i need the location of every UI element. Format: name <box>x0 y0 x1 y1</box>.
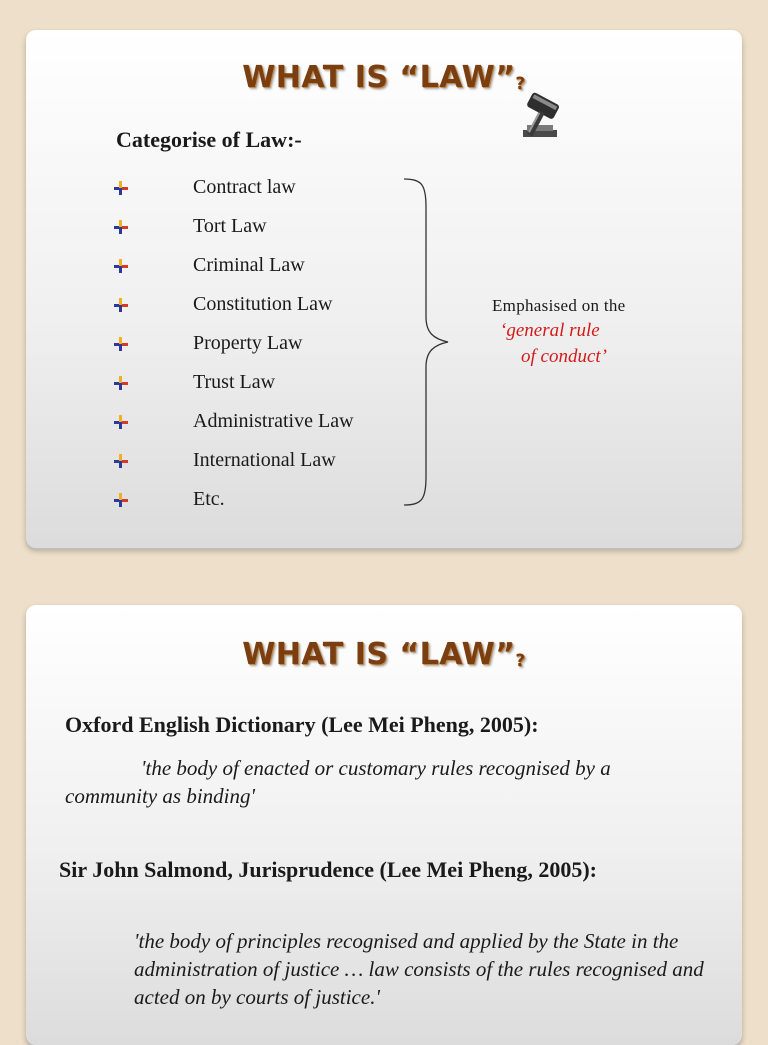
list-item <box>114 363 354 402</box>
slide-title-mark: ? <box>515 74 526 94</box>
bullet-icon <box>114 181 128 195</box>
bullet-icon <box>114 220 128 234</box>
emphasis-note <box>492 296 626 370</box>
list-item <box>114 402 354 441</box>
definition-quote-oxford: 'the body of enacted or customary rules recognised by a community as binding' <box>65 756 611 808</box>
bullet-icon <box>114 337 128 351</box>
list-item-label: Property Law <box>193 332 303 354</box>
gavel-icon <box>519 90 581 140</box>
section-heading: Categorise of Law:- <box>116 127 302 152</box>
list-item <box>114 480 354 519</box>
emphasis-quote-line2: of conduct’ <box>521 346 608 367</box>
slide-title-mark: ? <box>515 651 526 671</box>
list-item <box>114 246 354 285</box>
slide-law-definitions <box>26 605 742 1045</box>
emphasis-quote <box>492 318 626 370</box>
slide-title <box>26 637 742 672</box>
list-item-label: Tort Law <box>193 215 267 237</box>
slide-title <box>26 60 742 95</box>
slide-title-text: WHAT IS “LAW” <box>242 60 516 95</box>
bullet-icon <box>114 454 128 468</box>
bullet-icon <box>114 376 128 390</box>
list-item-label: Trust Law <box>193 371 276 393</box>
list-item-label: Constitution Law <box>193 293 333 315</box>
list-item <box>114 285 354 324</box>
list-item <box>114 441 354 480</box>
definition-quote-salmond: 'the body of principles recognised and applied by the State in the administration of justice … law consists of the rules recognised and acted on by courts of justice.' <box>134 929 704 1009</box>
brace-icon <box>400 177 452 507</box>
list-item <box>114 324 354 363</box>
definition-source-oxford: Oxford English Dictionary (Lee Mei Pheng, 2005): <box>65 712 539 737</box>
list-item-label: Etc. <box>193 488 225 510</box>
law-category-list <box>114 168 354 519</box>
bullet-icon <box>114 298 128 312</box>
list-item <box>114 168 354 207</box>
bullet-icon <box>114 259 128 273</box>
bullet-icon <box>114 493 128 507</box>
list-item <box>114 207 354 246</box>
definition-source-salmond: Sir John Salmond, Jurisprudence (Lee Mei Pheng, 2005): <box>59 857 598 882</box>
list-item-label: International Law <box>193 449 336 471</box>
emphasis-lead: Emphasised on the <box>492 296 626 315</box>
list-item-label: Criminal Law <box>193 254 305 276</box>
slide-title-text: WHAT IS “LAW” <box>242 637 516 672</box>
slide-categorise-of-law <box>26 30 742 548</box>
emphasis-quote-line1: ‘general rule <box>500 320 600 341</box>
list-item-label: Contract law <box>193 176 296 198</box>
list-item-label: Administrative Law <box>193 410 354 432</box>
bullet-icon <box>114 415 128 429</box>
